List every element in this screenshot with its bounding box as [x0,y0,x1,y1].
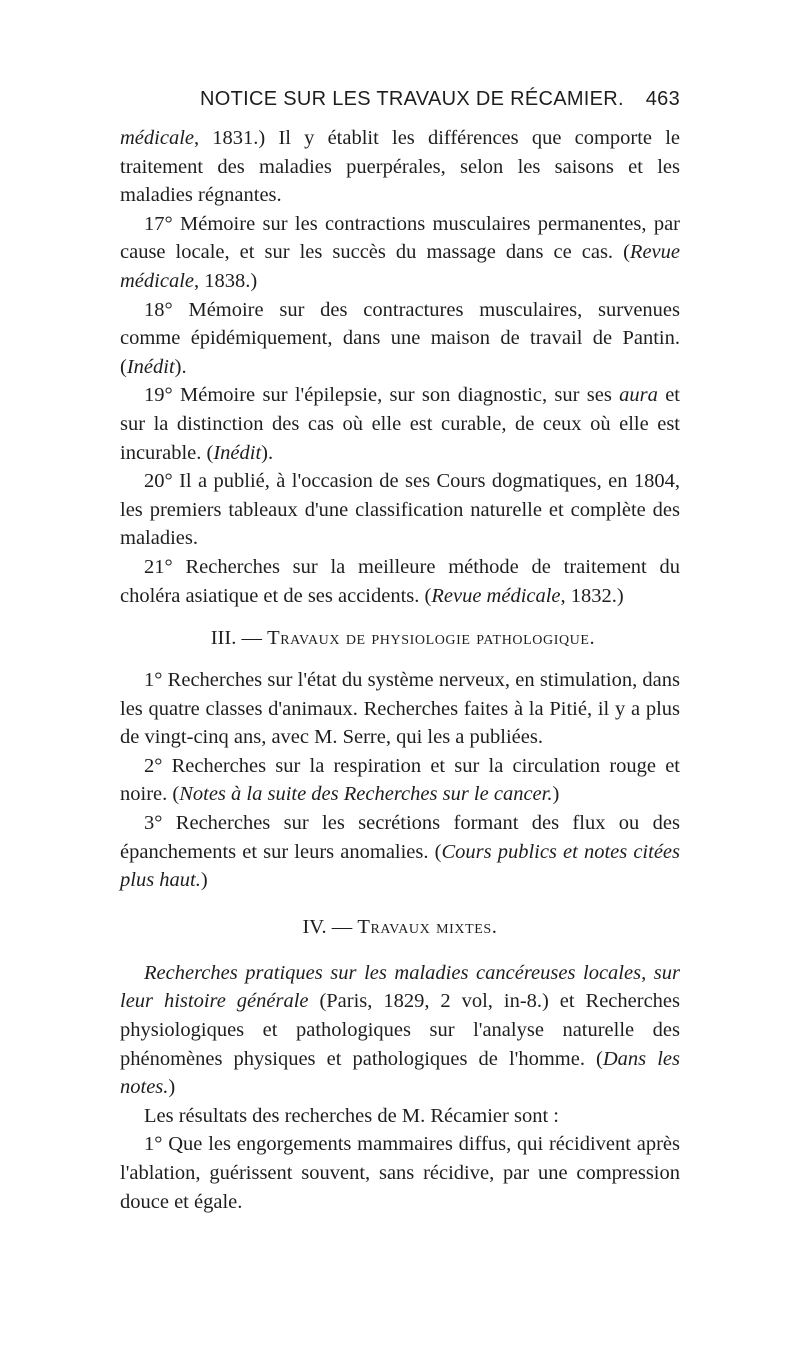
italic-text: médicale [120,127,194,149]
paragraph-item-18 [120,296,680,382]
paragraph-text: , 1831.) Il y établit les différences que comporte le traitement des maladies puerpérales, selon les saisons et les maladies régnantes. [120,127,680,207]
section-heading-iv [120,913,680,941]
paragraph-text: et sur la distinction des cas où elle est curable, de ceux où elle est incurable. ( [120,384,680,464]
section-numeral: III. [210,627,237,650]
body-text [120,124,680,1216]
italic-text: Cours publics et notes citées plus haut. [120,840,680,892]
italic-text: Dans les notes. [120,1047,680,1099]
paragraph-text: ) [200,869,208,892]
paragraph-text: 21° Recherches sur la meilleure méthode de traitement du choléra asiatique et de ses accidents. ( [120,555,680,607]
paragraph-item-2 [120,752,680,809]
section-dash: — [331,915,353,938]
section-title: Travaux mixtes. [357,915,498,938]
paragraph-text: 17° Mémoire sur les contractions musculaires permanentes, par cause locale, et sur les succès du massage dans ce cas. ( [120,212,680,264]
italic-text: Revue médicale [431,584,561,607]
running-title: NOTICE SUR LES TRAVAUX DE RÉCAMIER. [200,88,624,110]
paragraph-mixed-works [120,959,680,1102]
paragraph-continuation [120,124,680,210]
paragraph-item-3 [120,809,680,895]
running-header [120,88,680,114]
paragraph-text: , 1838.) [194,269,258,292]
italic-text: Inédit [213,441,262,464]
paragraph-result-1 [120,1130,680,1216]
paragraph-text: ) [168,1076,176,1099]
paragraph-item-19 [120,381,680,467]
paragraph-text: ). [174,355,187,378]
paragraph-text: 18° Mémoire sur des contractures musculaires, survenues comme épidémiquement, dans une maison de travail de Pantin. ( [120,298,680,378]
paragraph-text: 19° Mémoire sur l'épilepsie, sur son diagnostic, sur ses [144,384,620,407]
paragraph-text: 20° Il a publié, à l'occasion de ses Cours dogmatiques, en 1804, les premiers tableaux d'une classification naturelle et complète des maladies. [120,470,680,550]
section-title: Travaux de physiologie pathologique. [267,627,596,650]
paragraph-item-21 [120,553,680,610]
paragraph-text: 1° Recherches sur l'état du système nerveux, en stimulation, dans les quatre classes d'animaux. Recherches faites à la Pitié, il y a plus de vingt-cinq ans, avec M. Serre, qui les a publiées. [120,669,680,749]
paragraph-item-17 [120,210,680,296]
paragraph-results-intro [120,1102,680,1131]
paragraph-text: ). [261,441,274,464]
section-numeral: IV. [302,915,327,938]
italic-text: Revue médicale [120,241,680,292]
paragraph-text: ) [552,783,560,806]
italic-text: Inédit [126,355,175,378]
section-dash: — [241,627,262,650]
section-heading-iii [120,624,680,652]
italic-text: Notes à la suite des Recherches sur le cancer. [179,783,553,806]
paragraph-item-20 [120,467,680,553]
paragraph-text: (Paris, 1829, 2 vol, in-8.) et Recherches physiologiques et pathologiques sur l'analyse naturelle des phénomènes physiques et pathologiques de l'homme. ( [120,990,681,1070]
paragraph-text: 1° Que les engorgements mammaires diffus, qui récidivent après l'ablation, guérissent souvent, sans récidive, par une compression douce et égale. [120,1133,680,1213]
italic-text: Recherches pratiques sur les maladies cancéreuses locales, sur leur histoire générale [120,961,680,1013]
paragraph-text: 2° Recherches sur la respiration et sur la circulation rouge et noire. ( [120,754,680,806]
page-number: 463 [645,88,680,110]
paragraph-text: , 1832.) [560,584,624,607]
paragraph-text: 3° Recherches sur les secrétions formant des flux ou des épanchements et sur leurs anomalies. ( [120,812,680,863]
italic-text: aura [619,384,658,407]
paragraph-text: Les résultats des recherches de M. Récamier sont : [144,1104,559,1127]
paragraph-item-1 [120,666,680,752]
